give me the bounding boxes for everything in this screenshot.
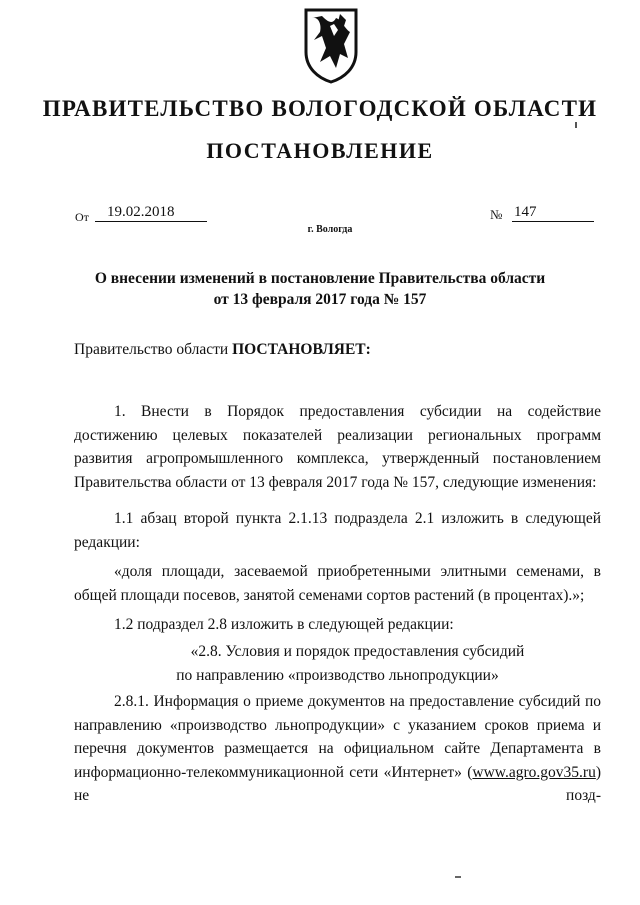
scan-mark [575,122,577,128]
paragraph-1-2: 1.2 подраздел 2.8 изложить в следующей редакции: [114,616,454,633]
section-2-8-heading-line-1: «2.8. Условия и порядок предоставления субсидий [190,643,525,660]
paragraph-2-8-1 [74,690,601,808]
preamble-bold: ПОСТАНОВЛЯЕТ: [232,341,371,358]
section-2-8-heading-line-2: по направлению «производство льнопродукции» [176,667,499,684]
document-date: 19.02.2018 [95,204,207,222]
paragraph-quote: «доля площади, засеваемой приобретенными элитными семенами, в общей площади посевов, занятой семенами сортов растений (в процентах).»; [74,563,601,604]
subject-line-2: от 13 февраля 2017 года № 157 [213,291,427,308]
coat-of-arms-emblem [300,6,362,84]
document-number: 147 [512,204,594,222]
paragraph-2-8-1-text: 2.8.1. Информация о приеме документов на предоставление субсидий по направлению «производство льнопродукции» с указанием сроков приема и перечня документов размещается на официальном сайте Департамента в информационно-телекоммуникационной сети «Интернет» ( [74,693,601,781]
date-label: От [75,210,89,224]
paragraph-1-1: 1.1 абзац второй пункта 2.1.13 подраздела 2.1 изложить в следующей редакции: [74,510,601,551]
preamble [74,338,601,362]
document-type-title: ПОСТАНОВЛЕНИЕ [206,138,434,163]
subject-line-1: О внесении изменений в постановление Правительства области [94,270,546,287]
city-name: г. Вологда [307,224,353,235]
scan-mark-bottom [455,876,461,878]
preamble-text: Правительство области [74,341,233,358]
agro-website-link[interactable]: www.agro.gov35.ru [472,763,596,781]
paragraph-1: 1. Внести в Порядок предоставления субсидии на содействие достижению целевых показателей реализации региональных программ развития агропромышленного комплекса, утвержденный постановлением Правительства области от 13 февраля 2017 года № 157, следующие изменения: [74,403,601,491]
number-label: № [490,207,503,222]
paragraph-2-8-1-end: ) не позд- [74,763,601,804]
government-title: ПРАВИТЕЛЬСТВО ВОЛОГОДСКОЙ ОБЛАСТИ [42,96,598,121]
document-subject [0,268,640,310]
